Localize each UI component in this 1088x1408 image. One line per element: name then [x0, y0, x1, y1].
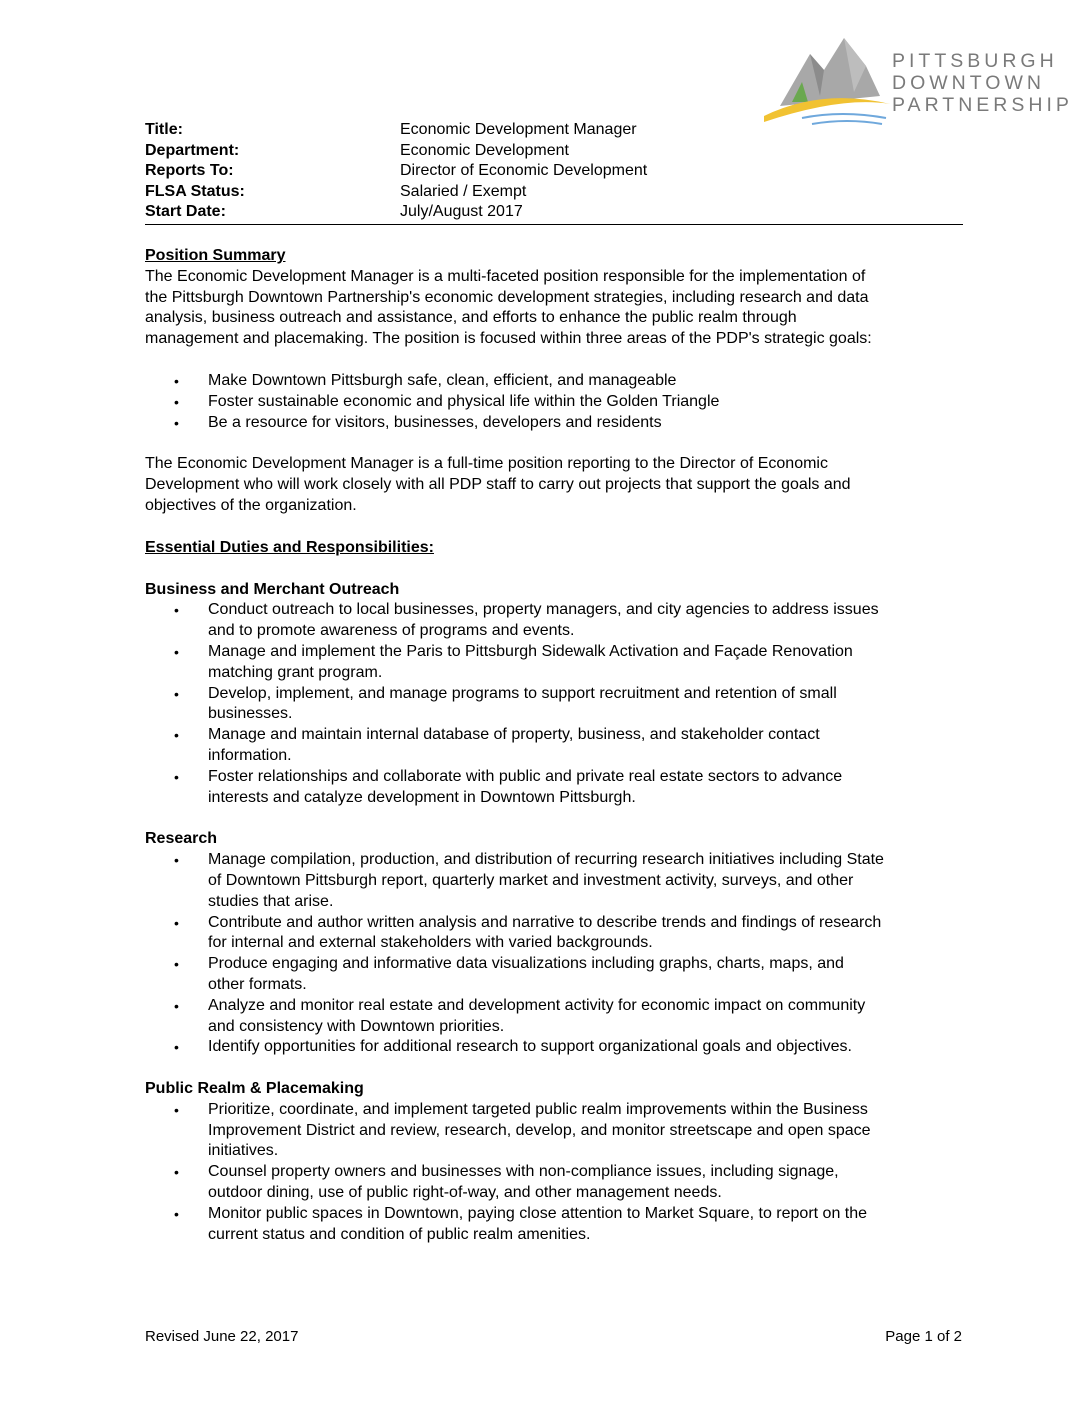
summary-line: The Economic Development Manager is a multi-faceted position responsible for the implementation of — [145, 267, 866, 285]
info-value: Director of Economic Development — [400, 162, 648, 179]
info-value: July/August 2017 — [400, 203, 523, 220]
list-item: • Monitor public spaces in Downtown, paying close attention to Market Square, to report on the current status and condition of public realm amenities. — [145, 1204, 965, 1246]
section-title-public-realm: Public Realm & Placemaking — [145, 1080, 364, 1098]
essential-duties-heading: Essential Duties and Responsibilities: — [145, 538, 434, 556]
list-item: • Foster sustainable economic and physical life within the Golden Triangle — [145, 392, 965, 413]
closing-line: Development who will work closely with all PDP staff to carry out projects that support the goals and — [145, 476, 851, 494]
list-item: • Foster relationships and collaborate with public and private real estate sectors to advance interests and catalyze development in Downtown Pittsburgh. — [145, 767, 965, 809]
summary-line: management and placemaking. The position is focused within three areas of the PDP's strategic goals: — [145, 330, 872, 348]
info-row-title — [145, 120, 963, 141]
research-list — [145, 850, 965, 1058]
list-item: • Manage and maintain internal database of property, business, and stakeholder contact information. — [145, 725, 965, 767]
info-value: Salaried / Exempt — [400, 182, 527, 200]
list-item: • Analyze and monitor real estate and development activity for economic impact on community and consistency with Downtown priorities. — [145, 996, 965, 1038]
strategic-goals-list — [145, 371, 965, 433]
main-content — [145, 246, 965, 1245]
position-summary-heading: Position Summary — [145, 247, 286, 264]
info-key: Start Date: — [145, 203, 226, 220]
section-title-business-outreach: Business and Merchant Outreach — [145, 580, 400, 598]
list-item: • Counsel property owners and businesses with non-compliance issues, including signage, outdoor dining, use of public right-of-way, and other management needs. — [145, 1162, 965, 1204]
list-item: • Conduct outreach to local businesses, property managers, and city agencies to address issues and to promote awareness of programs and events. — [145, 600, 965, 642]
logo-line-1: PITTSBURGH — [892, 50, 1058, 72]
list-item: • Manage and implement the Paris to Pittsburgh Sidewalk Activation and Façade Renovation matching grant program. — [145, 642, 965, 684]
page-number: Page 1 of 2 — [885, 1328, 962, 1345]
list-item: • Produce engaging and informative data visualizations including graphs, charts, maps, and other formats. — [145, 954, 965, 996]
public-realm-list — [145, 1100, 965, 1246]
info-row-department — [145, 141, 963, 162]
list-item: • Prioritize, coordinate, and implement targeted public realm improvements within the Business Improvement District and review, research, develop, and monitor streetscape and open space initiatives. — [145, 1100, 965, 1162]
logo-wordmark — [892, 50, 1073, 116]
closing-line: objectives of the organization. — [145, 496, 357, 514]
info-key: FLSA Status: — [145, 182, 245, 200]
list-item: • Develop, implement, and manage programs to support recruitment and retention of small businesses. — [145, 684, 965, 726]
info-key: Department: — [145, 141, 240, 159]
info-key: Reports To: — [145, 162, 234, 179]
section-title-research: Research — [145, 830, 218, 848]
summary-line: analysis, business outreach and assistance, and efforts to enhance the public realm through — [145, 309, 797, 327]
header-divider — [145, 224, 963, 225]
info-row-flsa-status — [145, 182, 963, 203]
business-outreach-list — [145, 600, 965, 808]
job-info-table — [145, 120, 963, 223]
closing-line: The Economic Development Manager is a full-time position reporting to the Director of Economic — [145, 455, 828, 473]
info-key: Title: — [145, 121, 183, 138]
list-item: • Manage compilation, production, and distribution of recurring research initiatives including State of Downtown Pittsburgh report, quarterly market and investment activity, surveys, and other studies that arise. — [145, 850, 965, 912]
list-item: • Identify opportunities for additional research to support organizational goals and objectives. — [145, 1037, 965, 1058]
revision-date: Revised June 22, 2017 — [145, 1328, 299, 1345]
info-row-reports-to — [145, 161, 963, 182]
list-item: • Be a resource for visitors, businesses, developers and residents — [145, 413, 965, 434]
logo-line-2: DOWNTOWN — [892, 72, 1045, 94]
info-row-start-date — [145, 202, 963, 223]
list-item: • Make Downtown Pittsburgh safe, clean, efficient, and manageable — [145, 371, 965, 392]
summary-line: the Pittsburgh Downtown Partnership's economic development strategies, including research and data — [145, 288, 869, 306]
info-value: Economic Development — [400, 141, 569, 159]
info-value: Economic Development Manager — [400, 121, 637, 138]
logo-line-3: PARTNERSHIP — [892, 94, 1073, 116]
list-item: • Contribute and author written analysis and narrative to describe trends and findings of research for internal and external stakeholders with varied backgrounds. — [145, 913, 965, 955]
